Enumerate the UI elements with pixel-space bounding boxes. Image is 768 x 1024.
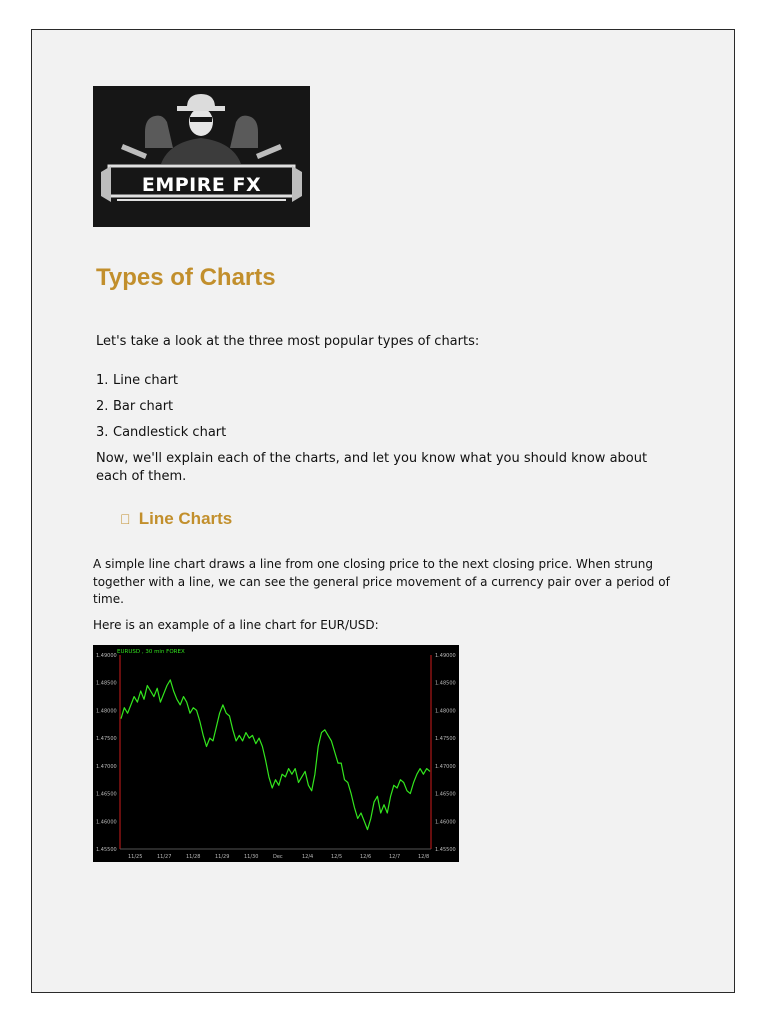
list-number: 3. xyxy=(96,425,109,440)
x-tick-label: 12/5 xyxy=(331,854,343,860)
y-tick-label-left: 1.45500 xyxy=(96,847,117,853)
x-tick-label: 11/29 xyxy=(215,854,230,860)
list-number: 1. xyxy=(96,373,109,388)
x-tick-label: 12/4 xyxy=(302,854,314,860)
document-page xyxy=(31,29,735,993)
line-chart-paragraph: A simple line chart draws a line from one closing price to the next closing price. When strung together with a line, we can see the general price movement of a currency pair over a period of time. xyxy=(93,557,670,606)
list-number: 2. xyxy=(96,399,109,414)
line-charts-heading xyxy=(120,509,232,529)
list-label: Line chart xyxy=(113,373,179,388)
bullet-glyph-icon xyxy=(120,511,134,527)
example-caption: Here is an example of a line chart for EUR/USD: xyxy=(93,618,379,632)
gangster-silhouette-icon xyxy=(93,86,310,227)
chart-svg xyxy=(93,645,459,862)
eurusd-line-chart xyxy=(93,645,459,862)
x-tick-label: 11/25 xyxy=(128,854,143,860)
y-tick-label-left: 1.46000 xyxy=(96,819,117,826)
chart-title: EURUSD , 30 min FOREX xyxy=(117,649,185,655)
intro-text: Let's take a look at the three most popular types of charts: xyxy=(96,334,480,349)
y-tick-label-left: 1.49000 xyxy=(96,653,117,659)
empire-fx-logo xyxy=(93,86,310,227)
x-tick-label: 12/7 xyxy=(389,854,401,860)
x-tick-label: 11/30 xyxy=(244,854,259,860)
y-tick-label-left: 1.47000 xyxy=(96,763,117,770)
price-series-line xyxy=(121,680,430,830)
list-label: Candlestick chart xyxy=(113,425,227,440)
line-charts-heading-text: Line Charts xyxy=(138,509,233,528)
y-tick-label-right: 1.49000 xyxy=(435,653,456,659)
x-tick-label: 12/6 xyxy=(360,854,372,860)
chart-types-list xyxy=(96,372,226,450)
list-item xyxy=(96,372,226,398)
logo-text: EMPIRE FX xyxy=(141,174,262,196)
x-tick-label: 11/27 xyxy=(157,854,172,860)
x-tick-label: 12/8 xyxy=(418,854,430,860)
y-tick-label-right: 1.48500 xyxy=(435,680,456,687)
y-tick-label-right: 1.47000 xyxy=(435,763,456,770)
list-item xyxy=(96,398,226,424)
y-tick-label-right: 1.46000 xyxy=(435,819,456,826)
explain-text: Now, we'll explain each of the charts, and let you know what you should know about each of them. xyxy=(96,451,648,484)
y-tick-label-right: 1.45500 xyxy=(435,847,456,853)
y-tick-label-left: 1.47500 xyxy=(96,736,117,743)
y-tick-label-left: 1.48500 xyxy=(96,680,117,687)
y-tick-label-right: 1.47500 xyxy=(435,736,456,743)
y-tick-label-left: 1.48000 xyxy=(96,708,117,715)
list-item xyxy=(96,424,226,450)
page-title: Types of Charts xyxy=(96,264,276,291)
x-tick-label: 11/28 xyxy=(186,854,201,860)
y-tick-label-right: 1.48000 xyxy=(435,708,456,715)
x-tick-label: Dec xyxy=(273,854,283,860)
list-label: Bar chart xyxy=(113,399,174,414)
y-tick-label-right: 1.46500 xyxy=(435,791,456,798)
y-tick-label-left: 1.46500 xyxy=(96,791,117,798)
